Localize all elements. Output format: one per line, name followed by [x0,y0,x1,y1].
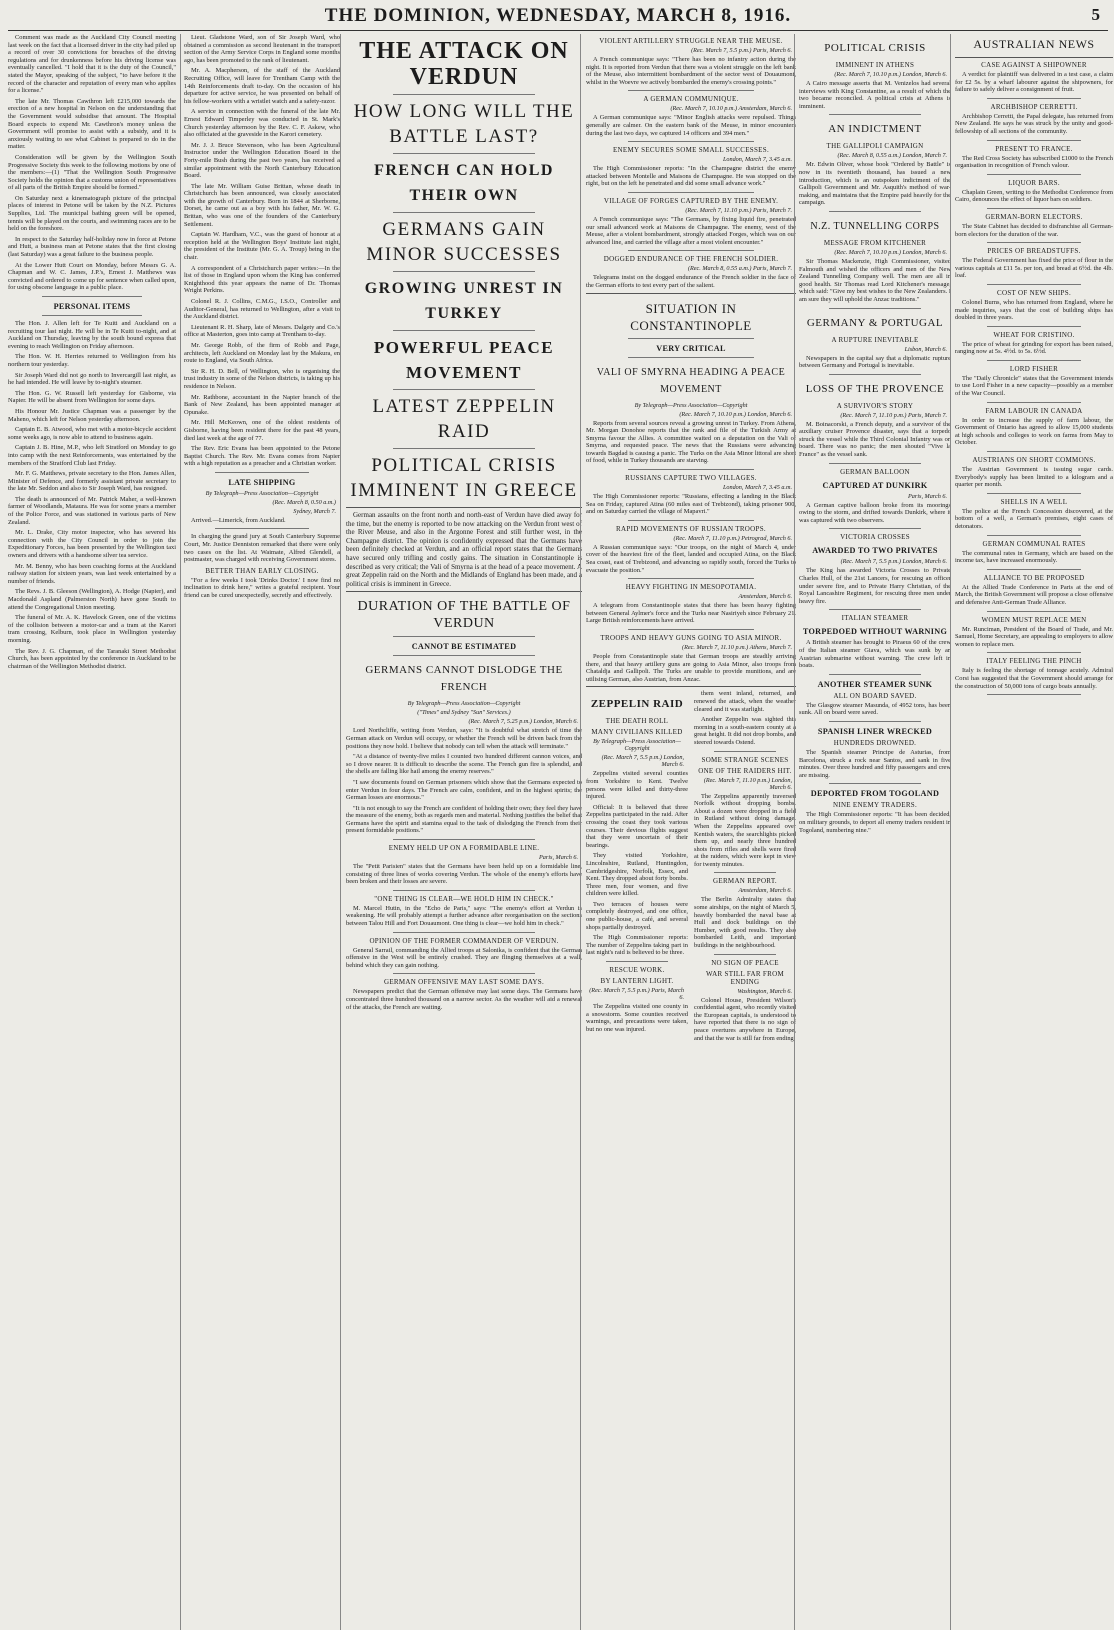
paragraph: Mr. M. Benny, who has been coaching forms at the Auckland railway station for sixteen years, was last week entertained by a number of friends. [8,562,176,585]
headline-germany-portugal: GERMANY & PORTUGAL [806,316,944,329]
paragraph: "It is not enough to say the French are confident of holding their own; they feel they have the measure of the enemy, both as regards men and material. Nothing justifies the belief that Germans have the spirit and stamina equal to the task of dislodging the French from their present formidable positions." [346,804,582,835]
headline-survivor: A SURVIVOR'S STORY [836,401,914,410]
headline-tunnelling: N.Z. TUNNELLING CORPS [810,220,940,232]
byline-services: ("Times" and Sydney "Sun" Services.) [417,709,511,717]
columns [8,34,1113,1630]
headline-constantinople: SITUATION IN CONSTANTINOPLE [630,300,752,333]
australian-item-heading: ARCHBISHOP CERRETTI. [990,102,1078,111]
heading-russians-capture: RUSSIANS CAPTURE TWO VILLAGES. [625,474,757,483]
headline-political-crisis: POLITICAL CRISIS [824,42,926,54]
byline: By Telegraph—Press Association—Copyright [205,489,319,497]
paragraph: M. Boinacorski, a French deputy, and a survivor of the auxiliary cruiser Provence disaster, says that a torpedo struck the vessel while the Third Colonial Infantry was on board. There was no panic; the men shouted "Vive la France" as the vessel sank. [799,420,951,459]
divider [628,192,754,193]
dateline: Lisbon, March 6. [904,345,947,353]
paragraph: The Glasgow steamer Masunda, of 4952 tons, has been sunk. All on board were saved. [799,701,951,717]
paragraph: Sir Thomas Mackenzie, High Commissioner, visited Falmouth and wished the officers and men of the New Zealand Tunnelling Company well. The men are all in good health. Sir Thomas read Lord Kitchener's message, which said: "Give my best wishes to the New Zealanders. I am sure they will uphold the Anzac traditions." [799,257,951,303]
paragraph: Zeppelins visited several counties from Yorkshire to Kent. Twelve persons were killed and thirty-three injured. [586,770,688,801]
paragraph: In respect to the Saturday half-holiday now in force at Petone and Hutt, a business man at Petone states that the first closing (last Saturday) was a great failure to the business people. [8,235,176,259]
paragraph: Lieut. Gladstone Ward, son of Sir Joseph Ward, who obtained a commission as second lieutenant in the transport section of the Army Service Corps in England some months ago, has been promoted to the rank of lieutenant. [184,34,340,64]
divider [393,94,535,95]
divider [215,528,309,529]
paragraph: Consideration will be given by the Wellington South Progressive Society this week to the following motions by one of the members:—(1) "That the Wellington South Progressive Society holds the opinion that a customs union of representatives of all parts of the British Empire should be formed." [8,153,176,192]
australian-item-text: Italy is feeling the shortage of tonnage acutely. Admiral Corsi has suggested that the Government should arrange for the construction of 50,000 tons of cargo boats annually. [955,667,1113,690]
column-5 [794,34,955,1630]
masthead-title: THE DOMINION, WEDNESDAY, MARCH 8, 1916. [324,5,792,26]
paragraph: Two terraces of houses were completely destroyed, and one office, one public-house, a café, and several shops partially destroyed. [586,900,688,931]
headline-australian-news: AUSTRALIAN NEWS [973,37,1095,51]
paragraph: The death is announced of Mr. Patrick Maher, a well-known farmer of Woodlands, Mataura. He was for some years a member of the Police Force, and was stationed in various parts of New Zealand. [8,495,176,526]
headline-very-critical: VERY CRITICAL [656,343,726,353]
paragraph: A German captive balloon broke from its moorings owing to the storm, and drifted towards Dunkirk, where it was captured with two observers. [799,501,951,524]
australian-item-heading: COST OF NEW SHIPS. [997,288,1071,297]
paragraph: A French communique says: "The Germans, by fixing liquid fire, penetrated our small advanced work at Maisons de Champagne. The enemy, west of the Meuse, after a violent bombardment, strongly attacked Forges, which was on our advanced line, and carried the village after a most violent encounter." [586,215,796,246]
divider [586,293,796,294]
divider [42,296,143,297]
dateline: Paris, March 6. [539,854,578,862]
paragraph: The High Commissioner reports: The number of Zeppelins taking part in last night's raid is believed to be three. [586,934,688,957]
column-1 [8,34,179,1630]
australian-item-text: Colonel Burns, who has returned from England, where he made inquiries, says that the cost of building ships has doubled in three years. [955,298,1113,322]
headline-attack-on-verdun: THE ATTACK ON VERDUN [359,38,569,90]
paragraph: Reports from several sources reveal a growing unrest in Turkey. From Athens, Mr. Morgan Donohoe reports that the rank and file of the Turkish Army at Smyrna favour the Allies. A committee waited on a deputation on the Vali of Smyrna, and requested peace. The news that the Russians were advancing towards Bagdad is causing a panic. The Turks on the Asia Minor littoral are short of food, while in Turkey thousands are starving. [586,419,796,465]
divider [393,389,535,390]
divider [714,751,775,752]
australian-item-heading: PRESENT TO FRANCE. [995,144,1073,153]
divider [829,721,920,722]
divider [628,250,754,251]
australian-item-text: The State Cabinet has decided to disfranchise all German-born electors for the duration of the war. [955,222,1113,238]
column-2 [180,34,343,1630]
zeppelin-right [694,690,796,1045]
headline-cannot-dislodge: GERMANS CANNOT DISLODGE THE FRENCH [365,664,563,694]
divider [393,890,535,891]
paragraph: A British steamer has brought to Piraeus 60 of the crew of the Italian steamer Giava, which was sunk by an Austrian submarine without warning. The crew left in boats. [799,639,951,670]
divider [987,451,1082,452]
divider [714,872,775,873]
paragraph: Mr. Edwin Oliver, whose book "Ordered by Battle" is now in its twentieth thousand, has issued a new introduction, which is an outspoken indictment of the Gallipoli Government and Mr. Asquith's method of war-making, and maintains that the Empire paid heavily for the campaign. [799,161,951,207]
headline-vali-smyrna: VALI OF SMYRNA HEADING A PEACE MOVEMENT [596,366,786,395]
heading-violent-artillery: VIOLENT ARTILLERY STRUGGLE NEAR THE MEUSE. [599,37,783,45]
paragraph: In charging the grand jury at South Canterbury Supreme Court, Mr. Justice Denniston remarked that there were only two cases on the list. At Waimate, Alfred Glendell, a postmaster, was charged with receiving Government stores. [184,533,340,564]
heading-lantern-light: BY LANTERN LIGHT. [600,977,674,986]
heading-german-report: GERMAN REPORT. [713,877,777,886]
paragraph: The Hon. W. H. Herries returned to Wellington from his northern tour yesterday. [8,353,176,368]
divider [987,284,1082,285]
paragraph: Sir R. H. D. Bell, of Wellington, who is organising the trust industry in some of the Nelson districts, is taking up his residence in Nelson. [184,367,340,390]
australian-item-heading: CASE AGAINST A SHIPOWNER [981,61,1087,69]
paragraph: The High Commissioner reports: "Russians, effecting a landing in the Black Sea on Friday, captured Atina (60 miles east of Trebizond), taking prisoner 900, and on Saturday carried the village of Mapavri." [586,493,796,516]
divider [987,611,1082,612]
heading-personal-items: PERSONAL ITEMS [53,302,131,311]
headline-german-balloon: GERMAN BALLOON [840,467,910,476]
heading-troops-asia-minor: TROOPS AND HEAVY GUNS GOING TO ASIA MINOR. [600,634,782,642]
australian-item-heading: FARM LABOUR IN CANADA [985,406,1083,415]
australian-item-text: The price of wheat for grinding for export has been raised, ranging now at 5s. 4½d. to 5s. 6½d. [955,340,1113,356]
divider [393,839,535,840]
dateline: (Rec. March 7, 5.5 p.m.) Paris, March 6. [691,47,792,54]
divider [586,686,796,687]
masthead [8,4,1108,31]
paragraph: Lord Northcliffe, writing from Verdun, says: "It is doubtful what stretch of time the German attack on Verdun will occupy, or whether the French will be driven back from the positions they now hold. I believe that nobody can tell when the attack will terminate." [346,727,582,750]
australian-item-heading: SHELLS IN A WELL [1000,497,1068,506]
paragraph: Captain W. Hardham, V.C., was the guest of honour at a reception held at the Wellington Boys' Institute last night, the president of the Institute (Mr. G. A. Troup) being in the chair. [184,231,340,262]
paragraph: "For a few weeks I took 'Drinks Doctor.' I now find no inclination to drink here," writes a grateful recipient. Your friend can be cured unexpectedly, secretly and effectively. [184,576,340,600]
paragraph: A service in connection with the funeral of the late Mr. Ernest Edward Timperley was conducted in St. Mark's Church yesterday afternoon by the Rev. C. F. Askew, who also officiated at the graveside in the Karori cemetery. [184,108,340,139]
headline-rupture: A RUPTURE INEVITABLE [831,335,919,344]
divider [987,569,1082,570]
paragraph: The late Mr. Thomas Cawthron left £215,000 towards the erection of a new hospital in Nelson on the understanding that the Government would subsidise that amount. The Hospital Board expects to expend Mr. Cawthron's money unless the Government will promise to assist with a subsidy, and it is anxiously waiting to see what Cabinet is prepared to do in the matter. [8,97,176,151]
australian-item-heading: LORD FISHER [1009,364,1059,373]
dateline: (Rec. March 7, 11.10 p.m.) London, March 6. [703,776,792,791]
paragraph: Another Zeppelin was sighted this morning in a south-eastern county at a great height. It did not drop bombs, and steered towards Ostend. [694,716,796,746]
heading-late-shipping: LATE SHIPPING [228,477,296,487]
dateline: London, March 7, 3.45 a.m. [722,156,792,164]
divider [393,212,535,213]
paragraph: Mr. Rathbone, accountant in the Napier branch of the Bank of New Zealand, has been appointed manager at Opunake. [184,393,340,416]
paragraph: Colonel House, President Wilson's confidential agent, who recently visited the European capitals, is understood to have reported that there is no sign of peace overtures anywhere in Europe, and that the war is still far from ending. [694,996,796,1042]
paragraph: Colonel R. J. Collins, C.M.G., I.S.O., Controller and Auditor-General, has returned to Wellington, after a visit to the Auckland district. [184,298,340,321]
headline-enemy-traders: NINE ENEMY TRADERS. [832,801,918,810]
australian-item-text: A verdict for plaintiff was delivered in a test case, a claim for £2 5s. by a wharf labourer against the shipowners, for failure to safely deliver a consignment of fruit. [955,71,1113,94]
divider [987,694,1082,695]
summary-paragraph: German assaults on the front north and north-east of Verdun have died away for the time, but the enemy is reported to be now attacking on the Verdun front west of the River Meuse, and also in the Argonne Forest and still further west, in the Champagne district. The opinion is confidently expressed that the Germans have been definitely checked at Verdun, and an official report states that the Germans have secured only trifling and costly gains. The situation in Constantinople is described as very critical; the Vali of Smyrna is at the head of a peace movement. A great Zeppelin raid on the North and the Midlands of England has been made, and a political crisis is imminent in Greece. [346,511,582,588]
headline-crisis-greece: POLITICAL CRISIS IMMINENT IN GREECE [350,455,578,501]
paragraph: Mr. Hill McKeown, one of the oldest residents of Gisborne, having been resident there for the past 48 years, died last week at the age of 77. [184,419,340,442]
headline-how-long: HOW LONG WILL THE BATTLE LAST? [353,101,575,147]
column-3 [340,34,587,1630]
heading-dogged-endurance: DOGGED ENDURANCE OF THE FRENCH SOLDIER. [603,255,779,264]
paragraph: Mr. L. Drake, City motor inspector, who has severed his connection with the City Council in order to join the Expeditionary Forces, has been presented by the Wellington taxi owners and drivers with a handsome silver tea service. [8,529,176,560]
paragraph: At the Lower Hutt Court on Monday, before Messrs G. A. Chapman and W. C. James, J.P.'s, Ernest J. Matthews was convicted and ordered to come up for sentence when called upon, for using obscene language in a public place. [8,261,176,292]
divider [987,140,1082,141]
divider [714,954,775,955]
headline-cannot-be-estimated: CANNOT BE ESTIMATED [411,642,517,652]
australian-item-heading: PRICES OF BREADSTUFFS. [987,247,1081,256]
divider [987,402,1082,403]
paragraph: The Rev. J. G. Chapman, of the Taranaki Street Methodist Church, has been appointed by the conference in Auckland to be chairman of the Wellington Methodist district. [8,647,176,670]
paragraph: Official: It is believed that three Zeppelins participated in the raid. After crossing the coast they took various courses. Their devious flights suggest that they were uncertain of their bearings. [586,803,688,849]
divider [829,114,920,115]
australian-item-text: The police at the French Concession discovered, at the bottom of a well, a German's premises, eight cases of detonators. [955,507,1113,530]
paragraph: The High Commissioner reports: "It has been decided, on military grounds, to deport all enemy traders resident in Togoland, numbering nine." [799,811,951,834]
paragraph: A correspondent of a Christchurch paper writes:—In the list of those in England upon whom the King has conferred Knighthood this year appears the name of Dr. Thomas Wright Perkins. [184,264,340,295]
divider [955,57,1113,58]
heading-village-forges: VILLAGE OF FORGES CAPTURED BY THE ENEMY. [603,196,779,205]
divider [393,330,535,331]
paragraph: Telegrams insist on the dogged endurance of the French soldier in the face of the German efforts to test every part of the salient. [586,274,796,289]
paragraph: The High Commissioner reports: "In the Champagne district the enemy attacked between Montelle and Maisons de Champagne. He was stopped on the right, but on the left he penetrated and did some small advance work." [586,165,796,188]
divider [987,360,1082,361]
australian-item-text: The Red Cross Society has subscribed £1000 to the French organisation in recognition of French valour. [955,154,1113,170]
dateline: (Rec. March 7, 10.10 p.m.) London, March 6. [834,71,947,78]
dateline: Amsterdam, March 6. [738,593,792,601]
australian-item-text: The "Daily Chronicle" states that the Government intends to use Lord Fisher in a new capacity—possibly as a member of the War Council. [955,374,1113,398]
australian-item-heading: GERMAN COMMUNAL RATES [982,539,1086,548]
paragraph: On Saturday next a kinematograph picture of the principal places of interest in Petone will be taken by the N.Z. Pictures Supplies, Ltd. The municipal bathing green will be opened, tennis will be played on the courts, and swimming races are to be held on the foreshore. [8,194,176,233]
dateline: Paris, March 6. [908,492,947,500]
page-number: 5 [1091,5,1100,24]
divider [829,308,920,309]
column-6 [950,34,1113,1630]
paragraph: "At a distance of twenty-five miles I counted two hundred different cannon voices, and so I drove nearer. It is difficult to describe the scene. The French gun fire is splendid, and the shells are falling like hail among the enemy reserves." [346,753,582,776]
headline-dunkirk: CAPTURED AT DUNKIRK [822,480,928,490]
paragraph: A telegram from Constantinople states that there has been heavy fighting between General Aylmer's force and the Turks near Nasiriyeh since February 21. Large British reinforcements have arrived. [586,602,796,625]
australian-item-text: In order to increase the supply of farm labour, the Government of Ontario has agreed to allow 15,000 students at high schools and colleges to work on farms from May to October. [955,416,1113,447]
divider [829,528,920,529]
paragraph: The "Petit Parisien" states that the Germans have been held up on a formidable line, consisting of three lines of works covering Verdun. The whole of the enemy's efforts have been broken and their losses are severe. [346,863,582,886]
paragraph: The Spanish steamer Principe de Asturias, from Barcelona, struck a rock near Santos, and sank in five minutes. Over three hundred and fifty passengers and crew are missing. [799,748,951,779]
divider [829,211,920,212]
australian-news-list [955,61,1113,695]
paragraph: The Hon. G. W. Russell left yesterday for Gisborne, via Napier. He will be absent from Wellington for some days. [8,389,176,405]
headline-indictment: AN INDICTMENT [828,123,922,136]
divider [393,448,535,449]
paragraph: The Rev. Eric Evans has been appointed to the Petone Baptist Church. The Rev. Mr. Evans comes from Napier with a high reputation as a preacher and a Christian worker. [184,445,340,468]
divider [606,961,667,962]
paragraph: "I saw documents found on German prisoners which show that the Germans expected to enter Verdun in four days. The French are calm, confident, and in the highest spirits; the German losses are enormous." [346,778,582,802]
paragraph: The King has awarded Victoria Crosses to Private Charles Hull, of the 21st Lancers, for rescuing an officer under severe fire, and to Private Harry Christian, of the Royal Lancashire Regiment, for rescuing three men under heavy fire. [799,567,951,605]
heading-strange-scenes: SOME STRANGE SCENES [701,755,789,764]
paragraph: The late Mr. William Guise Brittan, whose death in Christchurch has been announced, was closely associated with the growth of Canterbury. Born in 1844 at Sherborne, Dorset, he came out as a boy with his father, Mr. W. G. Brittan, who was one of the founders of the Canterbury Settlement. [184,182,340,228]
dateline: (Rec. March 7, 11.10 p.m.) Paris, March 7. [685,206,792,214]
divider [393,271,535,272]
dateline: (Rec. March 7, 11.10 p.m.) Athens, March 7. [682,644,792,651]
divider [215,472,309,473]
dateline: (Rec. March 8, 0.55 a.m.) Paris, March 7. [687,265,792,273]
divider [829,783,920,784]
divider [346,591,582,592]
paragraph: The Berlin Admiralty states that some airships, on the night of March 5, heavily bombarded the naval base at Hull and dock buildings on the Humber, with good results. They also bombarded Leith, and important buildings in the neighbourhood. [694,896,796,950]
paragraph: them went inland, returned, and renewed the attack, when the weather cleared and it was starlight. [694,690,796,713]
paragraph: General Sarrail, commanding the Allied troops at Salonika, is confident that the German offensive in the West will be entirely crushed. They are flinging themselves at a wall, behind which they can gain nothing. [346,946,582,969]
headline-spanish-liner: SPANISH LINER WRECKED [817,726,933,736]
australian-item-text: Chaplain Green, writing to the Methodist Conference from Cairo, denounces the effect of liquor bars on soldiers. [955,188,1113,204]
dateline: London, March 7, 3.45 a.m. [722,484,792,492]
paragraph: Mr. F. G. Matthews, private secretary to the Hon. James Allen, Minister of Defence, and formerly assistant private secretary to the late Mr. Seddon and also to Sir Joseph Ward, has resigned. [8,470,176,493]
australian-item-heading: LIQUOR BARS. [1008,178,1060,187]
headline-italian-steamer: ITALIAN STEAMER [841,614,909,623]
divider [987,174,1082,175]
dateline: (Rec. March 7, 5.5 p.m.) Paris, March 6. [589,987,684,1002]
paragraph: Newspapers in the capital say that a diplomatic rupture between Germany and Portugal is inevitable. [799,354,951,370]
byline: By Telegraph—Press Association—Copyright [634,401,748,409]
dateline: Washington, March 6. [737,987,792,995]
divider [829,609,920,610]
headline-gallipoli: THE GALLIPOLI CAMPAIGN [826,142,924,151]
headline-another-steamer: ANOTHER STEAMER SUNK [817,679,933,689]
headline-zeppelin: ZEPPELIN RAID [590,698,684,711]
dateline: (Rec. March 8, 0.55 a.m.) London, March 7. [837,152,947,160]
headline-peace-movement: POWERFUL PEACE MOVEMENT [373,338,555,382]
headline-imminent-athens: IMMINENT IN ATHENS [835,61,915,69]
headline-french-hold: FRENCH CAN HOLD THEIR OWN [374,162,554,204]
divider [393,636,535,637]
divider [987,652,1082,653]
paragraph: Mr. A. Macpherson, of the staff of the Auckland Recruiting Office, will leave for Trentham Camp with the 14th Reinforcements draft to-day. On the occasion of his departure for active service, he was presented on behalf of his fellow-workers with a wristlet watch and a safety-razor. [184,67,340,105]
dateline: (Rec. March 7, 5.25 p.m.) London, March 6. [468,718,578,726]
paragraph: A French communique says: "There has been no infantry action during the night. It is reported from Verdun that there was a violent struggle on the left bank of the Meuse, also intermittent bombardment of the sector west of Douaumont, whilst in the Woevre we actively bombarded the enemy's crossing points." [586,56,796,86]
divider [628,520,754,521]
paragraph: Mr. J. J. Bruce Stevenson, who has been Agricultural Instructor under the Wellington Education Board in the Forty-mile Bush during the past two years, has received a similar appointment with the North Canterbury Education Board. [184,141,340,180]
divider [987,242,1082,243]
dateline-place: Sydney, March 7. [293,507,336,515]
paragraph: The Hon. J. Allen left for Te Kuiti and Auckland on a recruiting tour last night. He will be in Te Kuiti to-night, and at Auckland on Thursday, leaving by the south bound express that evening to reach Wellington on Friday afternoon. [8,320,176,350]
heading-rapid-movements: RAPID MOVEMENTS OF RUSSIAN TROOPS. [616,524,766,533]
australian-item-text: Mr. Runciman, President of the Board of Trade, and Mr. Samuel, Home Secretary, are appealing to employers to allow women to replace men. [955,625,1113,648]
heading-enemy-small-successes: ENEMY SECURES SOME SMALL SUCCESSES. [612,146,770,155]
zeppelin-left [586,690,688,1045]
heading-rescue-work: RESCUE WORK. [609,966,665,975]
headline-zeppelin-raid: LATEST ZEPPELIN RAID [372,396,556,442]
heading-opinion-commander: OPINION OF THE FORMER COMMANDER OF VERDUN. [369,936,559,945]
paragraph: People from Constantinople state that German troops are steadily arriving there, and that heavy artillery guns are going to Asia Minor, also troops from Chataldja and Gallipoli. The Turks are unable to provide munitions, and are utilising German, also Austrian, from Anzac. [586,653,796,683]
headline-provence: LOSS OF THE PROVENCE [805,382,945,395]
zeppelin-section [586,690,796,1045]
australian-item-heading: WHEAT FOR CRISTINO. [993,330,1075,339]
australian-item-heading: ITALY FEELING THE PINCH [986,657,1082,666]
paragraph: Newspapers predict that the German offensive may last some days. The Germans have concentrated three hundred thousand on a narrow sector. As the weather will aid a renewal of the attacks, the French are waiting. [346,988,582,1011]
headline-two-privates: AWARDED TO TWO PRIVATES [812,546,938,556]
divider [42,315,143,316]
divider [987,208,1082,209]
heading-mesopotamia: HEAVY FIGHTING IN MESOPOTAMIA. [625,583,757,592]
heading-war-far-ending: WAR STILL FAR FROM ENDING [706,969,784,986]
australian-item-text: The Federal Government has fixed the price of flour in the various capitals at £11 5s. per ton, and bread at 6½d. the 4lb. loaf. [955,257,1113,280]
divider [987,326,1082,327]
divider [628,629,754,630]
headline-germans-gain: GERMANS GAIN MINOR SUCCESSES [366,219,562,265]
australian-item-heading: ALLIANCE TO BE PROPOSED [983,573,1085,582]
paragraph: The Revs. J. B. Gleeson (Wellington), A. Hodge (Napier), and Macdonald Aspland (Palmerston North) have gone South to attend the Congregational Union meeting. [8,588,176,611]
divider [829,463,920,464]
divider [346,507,582,508]
paragraph: M. Marcel Hutin, in the "Echo de Paris," says: "The enemy's effort at Verdun is weakening. He will probably attempt a further advance after reorganisation on the sections between Talou Hill and Fort Douaumont. One thing is clear—we hold him in check." [346,904,582,928]
headline-duration: DURATION OF THE BATTLE OF VERDUN [357,599,571,632]
dateline: (Rec. March 7, 10.10 p.m.) Amsterdam, March 6. [670,105,792,113]
heading-one-thing-clear: "ONE THING IS CLEAR—WE HOLD HIM IN CHECK." [374,894,554,903]
paragraph: His Honour Mr. Justice Chapman was a passenger by the Maheno, which left for Nelson yesterday afternoon. [8,407,176,423]
paragraph: Captain J. B. Hine, M.P., who left Stratford on Monday to go into camp with the next Reinforcements, was entertained by the members of the Stratford Club last Friday. [8,444,176,467]
divider [628,357,754,358]
dateline: (Rec. March 7, 11.10 p.m.) Paris, March 7. [840,411,947,419]
paragraph: Lieutenant R. H. Sharp, late of Messrs. Dalgety and Co.'s office at Masterton, goes into camp at Trentham to-day. [184,323,340,339]
dateline: (Rec. March 7, 5.5 p.m.) London, March 6. [840,558,947,566]
paragraph: The Zeppelins visited one county in a snowstorm. Some counties received warnings, and precautions were taken, but no one was injured. [586,1003,688,1033]
dateline: (Rec. March 7, 5.5 p.m.) London, March 6. [601,754,684,769]
headline-victoria-crosses: VICTORIA CROSSES [840,533,910,542]
headline-hundreds-drowned: HUNDREDS DROWNED. [833,738,917,747]
paragraph: Mr. George Robb, of the firm of Robb and Page, architects, left Auckland on Monday last by the Makura, en route to England, via South Africa. [184,341,340,365]
australian-item-text: The communal rates in Germany, which are based on the income tax, have increased enormously. [955,549,1113,565]
divider [628,469,754,470]
divider [829,374,920,375]
byline: By Telegraph—Press Association—Copyright [407,700,521,708]
heading-better-than-early-closing: BETTER THAN EARLY CLOSING. [205,566,319,575]
headline-kitchener: MESSAGE FROM KITCHENER [823,238,927,247]
divider [987,535,1082,536]
headline-unrest-turkey: GROWING UNREST IN TURKEY [364,280,564,322]
column-4 [580,34,801,1630]
paragraph: Arrived.—Limerick, from Auckland. [191,516,286,524]
dateline: (Rec. March 7, 10.10 p.m.) London, March 6. [679,410,792,418]
headline-civilians-killed: MANY CIVILIANS KILLED [591,728,683,737]
divider [987,493,1082,494]
australian-item-text: At the Allied Trade Conference in Paris at the end of March, the British Government will propose a close offensive and defensive Anti-German Trade Alliance. [955,583,1113,606]
divider [628,141,754,142]
divider [393,655,535,656]
australian-item-heading: WOMEN MUST REPLACE MEN [981,615,1087,624]
dateline: Amsterdam, March 6. [738,887,792,895]
dateline: (Rec. March 8, 0.50 a.m.) [272,498,336,506]
paragraph: Sir Joseph Ward did not go north to Invercargill last night, as he had intended. He will leave by to-night's steamer. [8,371,176,387]
dateline: (Rec. March 7, 10.10 p.m.) London, March 6. [834,248,947,256]
byline: By Telegraph—Press Association—Copyright [593,738,681,753]
paragraph: Captain E. B. Atwood, who met with a motor-bicycle accident some weeks ago, is now able to attend to business again. [8,426,176,441]
heading-no-sign-peace: NO SIGN OF PEACE [711,958,779,967]
heading-enemy-held-up: ENEMY HELD UP ON A FORMIDABLE LINE. [388,844,540,853]
australian-item-heading: GERMAN-BORN ELECTORS. [985,212,1083,221]
paragraph: The funeral of Mr. A. K. Havelock Green, one of the victims of the collision between a motor-car and a tram at the Karori tram crossing, Kelburn, took place in Wellington yesterday morning. [8,614,176,644]
headline-togoland: DEPORTED FROM TOGOLAND [810,789,940,799]
paragraph: They visited Yorkshire, Lincolnshire, Rutland, Huntingdon, Cambridgeshire, Norfolk, Essex, and Kent. They dropped about forty bombs. Three men, four women, and five children were killed. [586,852,688,898]
divider [829,674,920,675]
dateline: (Rec. March 7, 11.10 p.m.) Petrograd, March 6. [673,534,792,542]
paragraph: The Zeppelins apparently traversed Norfolk without dropping bombs. About a dozen were dropped in a field in Rutland without doing damage. When the Zeppelins appeared over Kentish waters, the searchlights picked them up, and nearly three hundred shots from rifles and shells were fired at the raiders, which were kept in view for twenty minutes. [694,792,796,868]
headline-death-roll: THE DEATH ROLL [605,717,669,726]
divider [628,578,754,579]
paragraph: A Cairo message asserts that M. Venizelos had several interviews with King Constantine, as a result of which the two became reconciled. A political crisis at Athens is imminent. [799,80,951,110]
headline-all-saved: ALL ON BOARD SAVED. [833,691,917,700]
australian-item-heading: AUSTRIANS ON SHORT COMMONS. [972,456,1096,465]
divider [393,973,535,974]
heading-german-communique: A GERMAN COMMUNIQUE. [643,95,739,104]
paragraph: A Russian communique says: "Our troops, on the night of March 4, under cover of the heaviest fire of the fleet, landed and occupied Atina, on the Black Sea coast, east of Trebizond, and advancing so rapidly south, forced the Turks to evacuate the position." [586,543,796,574]
paragraph: Comment was made as the Auckland City Council meeting last week on the fact that a licensed driver in the city had piled up a record of over 30 convictions for breaches of the driving regulations and for drunkenness before his driving license was eventually cancelled. "I hold that it is the duty of the Council," stated the Mayor, speaking of the subject, "to have before it the record of the character and reputation of every man who applies for a license." [8,34,176,95]
divider [393,932,535,933]
heading-raiders-hit: ONE OF THE RAIDERS HIT. [698,766,792,775]
divider [628,338,754,339]
headline-torpedoed: TORPEDOED WITHOUT WARNING [802,627,948,637]
australian-item-text: The Austrian Government is issuing sugar cards. Everybody's supply has been limited to a kilogram and a quarter per month. [955,466,1113,489]
divider [987,98,1082,99]
paragraph: A German communique says: "Minor English attacks were repulsed. Things generally are calmer. On the eastern bank of the Meuse, in minor encounters during the last two days, we captured 14 officers and 394 men." [586,114,796,137]
divider [393,153,535,154]
divider [628,90,754,91]
heading-german-offensive: GERMAN OFFENSIVE MAY LAST SOME DAYS. [383,978,545,987]
australian-item-text: Archbishop Cerretti, the Papal delegate, has returned from New Zealand. He says he was struck by the unity and good-fellowship of all sections of the community. [955,112,1113,135]
